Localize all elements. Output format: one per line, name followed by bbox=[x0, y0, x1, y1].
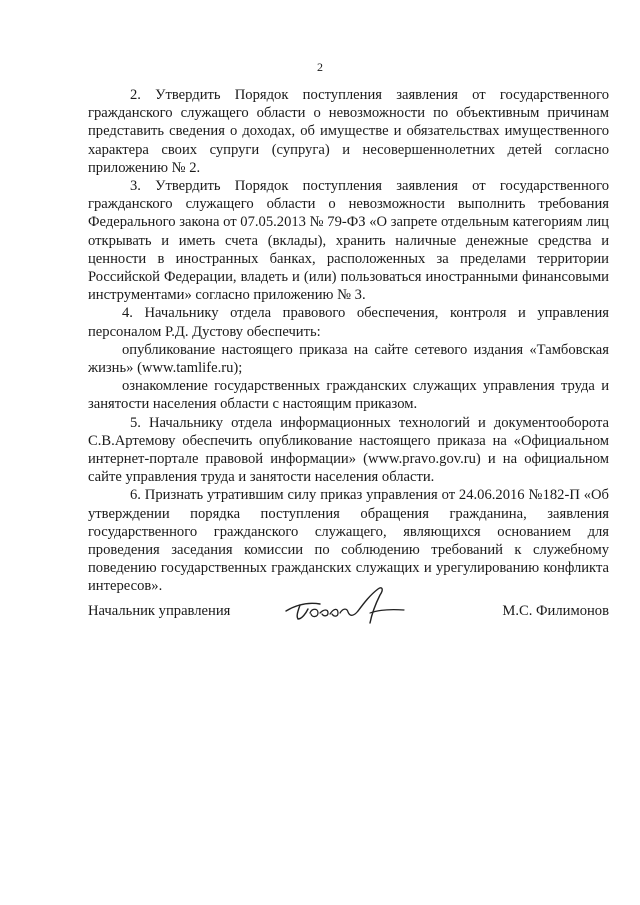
paragraph-item-4-publication: опубликование настоящего приказа на сайте сетевого издания «Тамбовская жизнь» (www.tamlife.ru); bbox=[88, 341, 609, 377]
handwritten-signature bbox=[280, 583, 410, 631]
paragraph-item-4: 4. Начальнику отдела правового обеспечения, контроля и управления персоналом Р.Д. Дустову обеспечить: bbox=[88, 305, 609, 340]
signatory-name: М.С. Филимонов bbox=[502, 603, 609, 619]
paragraph-item-2: 2. Утвердить Порядок поступления заявления от государственного гражданского служащего области о невозможности по объективным причинам представить сведения о доходах, об имуществе и обязательствах имущественного характера своих супруги (супруга) и несовершеннолетних детей согласно приложению № 2. bbox=[88, 87, 609, 176]
paragraph-item-4-familiarization: ознакомление государственных гражданских служащих управления труда и занятости населения области с настоящим приказом. bbox=[88, 378, 609, 413]
signatory-position: Начальник управления bbox=[88, 603, 231, 619]
document-body bbox=[88, 86, 609, 596]
paragraph-item-6: 6. Признать утратившим силу приказ управления от 24.06.2016 №182-П «Об утверждении порядка поступления обращения гражданина, заявления государственного гражданского служащего, являющихся основанием для проведения заседания комиссии по соблюдению требований к служебному поведению государственных гражданских служащих и урегулированию конфликта интересов». bbox=[88, 487, 609, 595]
paragraph-item-5: 5. Начальнику отдела информационных технологий и документооборота С.В.Артемову обеспечить опубликование настоящего приказа на «Официальном интернет-портале правовой информации» (www.pravo.gov.ru) и на официальном сайте управления труда и занятости населения области. bbox=[88, 414, 609, 486]
signature-block bbox=[88, 603, 609, 643]
paragraph-item-3: 3. Утвердить Порядок поступления заявления от государственного гражданского служащего области о невозможности выполнить требования Федерального закона от 07.05.2013 № 79-ФЗ «О запрете отдельным категориям лиц открывать и иметь счета (вклады), хранить наличные денежные средства и ценности в иностранных банках, расположенных за пределами территории Российской Федерации, владеть и (или) пользоваться иностранными финансовыми инструментами» согласно приложению № 3. bbox=[88, 178, 609, 304]
page-number: 2 bbox=[317, 60, 323, 74]
